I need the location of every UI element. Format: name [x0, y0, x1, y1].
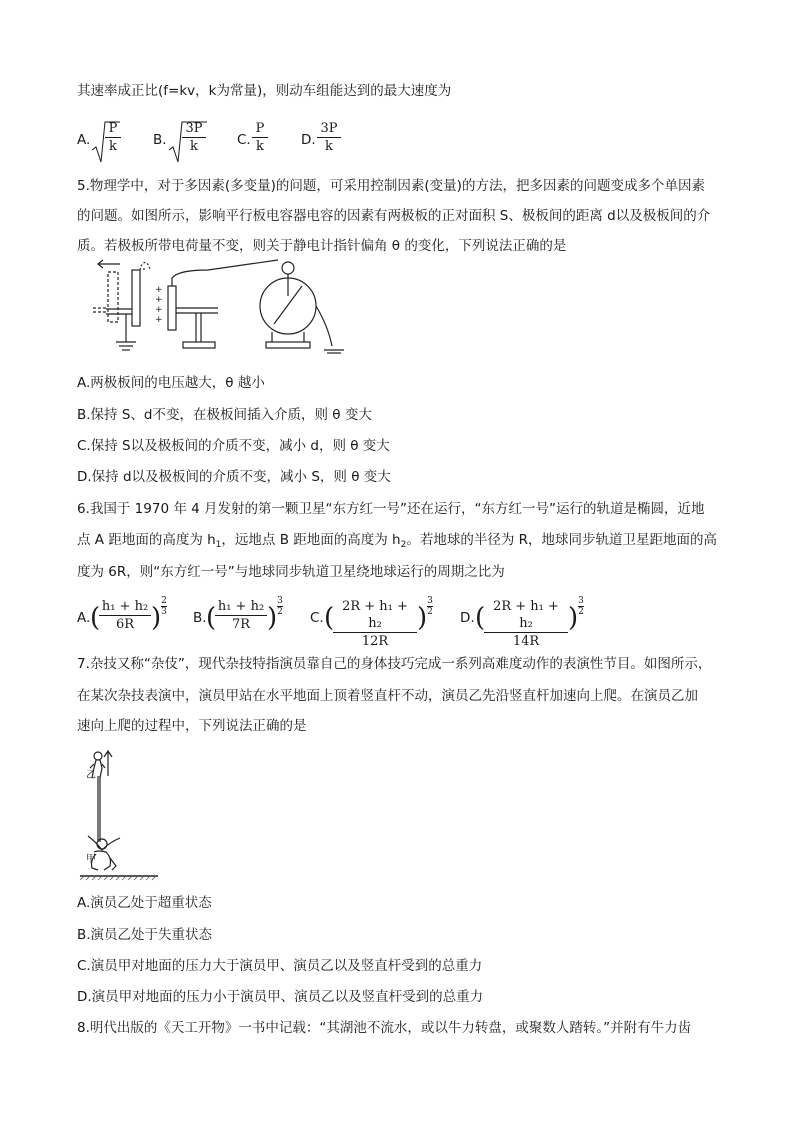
right-paren: )	[267, 603, 278, 633]
charge-mark: +	[155, 285, 163, 295]
capacitor-electrometer-figure	[88, 256, 368, 356]
option-label: D.	[460, 610, 475, 626]
fraction: $\frac{\text{h₁ + h₂}}{7R}$	[215, 598, 267, 633]
q5-stem-line: 的问题。如图所示，影响平行板电容器电容的因素有两极板的正对面积 S、极板间的距离 d以及极板间的介	[77, 208, 711, 224]
fraction: $\frac{\text{h₁ + h₂}}{6R}$	[99, 598, 151, 633]
fraction: $\frac{P}{k}$	[105, 120, 121, 155]
option-label: C.	[310, 610, 324, 626]
q7-stem-line: 在某次杂技表演中，演员甲站在水平地面上顶着竖直杆不动，演员乙先沿竖直杆加速向上爬。在演员乙加	[77, 688, 698, 704]
left-paren: (	[475, 603, 486, 633]
fraction: $\frac{\text{2R + h₁ + h₂}}{12R}$	[333, 598, 417, 650]
fraction: $\frac{3P}{k}$	[182, 120, 206, 155]
label-jia: 甲	[86, 854, 96, 865]
q5-option-c: C.保持 S以及极板间的介质不变，减小 d，则 θ 变大	[77, 438, 390, 454]
option-label: A.	[77, 610, 91, 626]
exponent: 2 3	[161, 596, 167, 617]
q5-option-b: B.保持 S、d不变，在极板间插入介质，则 θ 变大	[77, 407, 372, 423]
q7-stem-line: 7.杂技又称“杂伎”，现代杂技特指演员靠自己的身体技巧完成一系列高难度动作的表演性节目。如图所示，	[77, 656, 712, 672]
option-label: A.	[77, 132, 91, 148]
q7-option-b: B.演员乙处于失重状态	[77, 927, 213, 943]
left-paren: (	[206, 603, 217, 633]
q5-stem-line: 质。若极板所带电荷量不变，则关于静电计指针偏角 θ 的变化，下列说法正确的是	[77, 238, 567, 254]
option-label: B.	[153, 132, 167, 148]
q8-stem-line: 8.明代出版的《天工开物》一书中记载：“其湖池不流水，或以牛力转盘，或聚数人踏转。”并附有牛力齿	[77, 1020, 692, 1036]
fraction: $\frac{P}{k}$	[252, 120, 268, 155]
left-paren: (	[324, 603, 335, 633]
q5-stem-line: 5.物理学中，对于多因素(多变量)的问题，可采用控制因素(变量)的方法，把多因素的问题变成多个单因素	[77, 178, 705, 194]
right-paren: )	[417, 603, 428, 633]
right-paren: )	[568, 603, 579, 633]
charge-mark: +	[155, 305, 163, 315]
exponent: 3 2	[578, 596, 584, 617]
right-paren: )	[151, 603, 162, 633]
q6-stem-line: 6.我国于 1970 年 4 月发射的第一颗卫星“东方红一号”还在运行，“东方红一号”运行的轨道是椭圆，近地	[77, 501, 705, 517]
left-paren: (	[90, 603, 101, 633]
q7-option-c: C.演员甲对地面的压力大于演员甲、演员乙以及竖直杆受到的总重力	[77, 958, 483, 974]
q7-option-d: D.演员甲对地面的压力小于演员甲、演员乙以及竖直杆受到的总重力	[77, 989, 484, 1005]
fraction: $\frac{3P}{k}$	[317, 120, 341, 155]
q6-options	[77, 596, 717, 649]
q5-option-d: D.保持 d以及极板间的介质不变，减小 S，则 θ 变大	[77, 469, 391, 485]
label-yi: 乙	[86, 770, 96, 781]
option-label: D.	[301, 132, 316, 148]
q7-stem-line: 速向上爬的过程中，下列说法正确的是	[77, 718, 307, 734]
charge-mark: +	[155, 315, 163, 325]
q7-option-a: A.演员乙处于超重状态	[77, 895, 212, 911]
charge-mark: +	[155, 295, 163, 305]
exponent: 3 2	[277, 596, 283, 617]
acrobat-figure	[78, 746, 162, 882]
option-label: B.	[193, 610, 207, 626]
q5-option-a: A.两极板间的电压越大，θ 越小	[77, 375, 265, 391]
exponent: 3 2	[427, 596, 433, 617]
q6-stem-line: 点 A 距地面的高度为 $h_1$，远地点 B 距地面的高度为 $h_2$。若地球的半径为 R，地球同步轨道卫星距地面的高	[77, 532, 718, 550]
q4-stem-line: 其速率成正比(f=kv，k为常量)，则动车组能达到的最大速度为	[77, 83, 452, 99]
fraction: $\frac{\text{2R + h₁ + h₂}}{14R}$	[484, 598, 568, 650]
q6-stem-line: 度为 6R，则“东方红一号”与地球同步轨道卫星绕地球运行的周期之比为	[77, 564, 505, 580]
option-label: C.	[237, 132, 251, 148]
